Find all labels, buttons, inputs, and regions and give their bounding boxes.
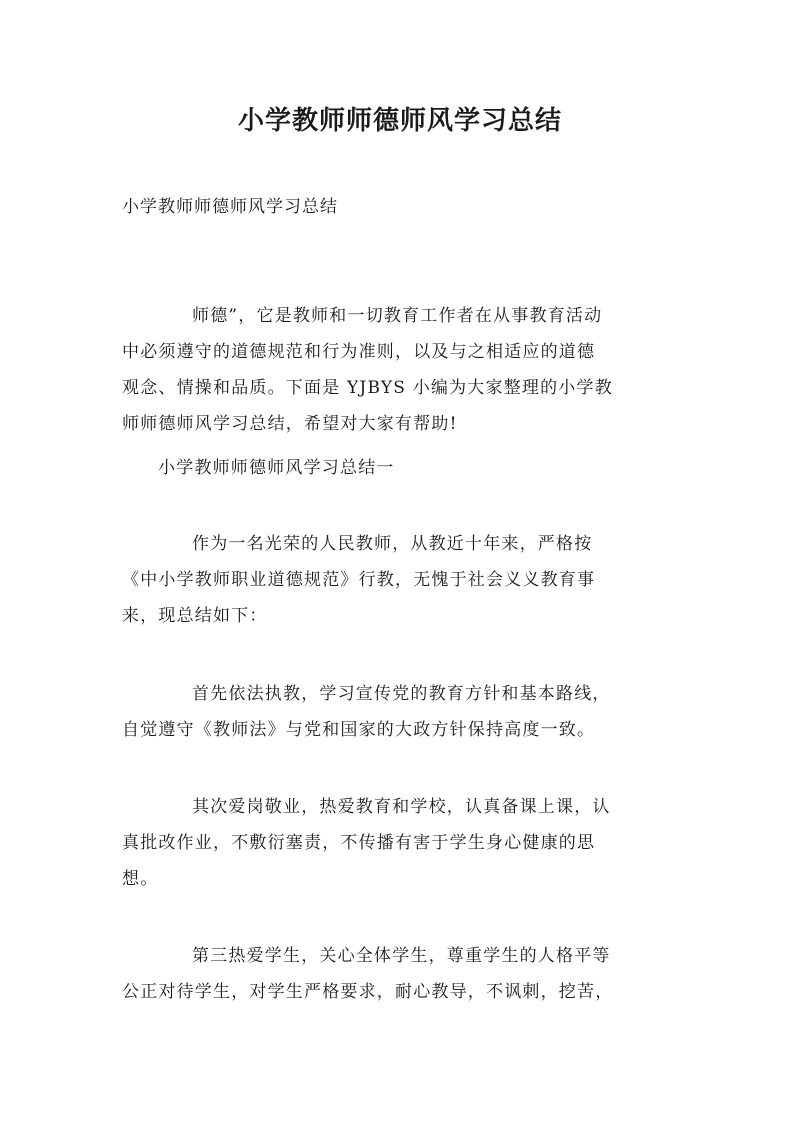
paragraph-line: 《中小学教师职业道德规范》行教，无愧于社会义义教育事: [122, 570, 596, 590]
paragraph-line: 公正对待学生，对学生严格要求，耐心教导，不讽刺，挖苦，: [122, 982, 614, 1002]
intro-line: 师师德师风学习总结，希望对大家有帮助!: [122, 414, 458, 434]
intro-line: 观念、情操和品质。下面是 YJBYS 小编为大家整理的小学教: [122, 378, 613, 398]
paragraph-line: 作为一名光荣的人民教师，从教近十年来，严格按: [192, 534, 593, 554]
paragraph-line: 真批改作业，不敷衍塞责，不传播有害于学生身心健康的思: [122, 833, 596, 853]
paragraph-line: 想。: [122, 869, 159, 889]
document-subtitle: 小学教师师德师风学习总结: [122, 197, 338, 217]
paragraph-line: 第三热爱学生，关心全体学生，尊重学生的人格平等: [192, 946, 611, 966]
paragraph-line: 其次爱岗敬业，热爱教育和学校，认真备课上课，认: [192, 797, 611, 817]
intro-line: 中必须遵守的道德规范和行为准则，以及与之相适应的道德: [122, 342, 596, 362]
intro-line: 师德”，它是教师和一切教育工作者在从事教育活动: [192, 306, 603, 326]
paragraph-line: 自觉遵守《教师法》与党和国家的大政方针保持高度一致。: [122, 720, 596, 740]
section-heading: 小学教师师德师风学习总结一: [158, 458, 395, 478]
paragraph-line: 来，现总结如下：: [122, 606, 268, 626]
paragraph-line: 首先依法执教，学习宣传党的教育方针和基本路线，: [192, 684, 611, 704]
document-title: 小学教师师德师风学习总结: [237, 106, 562, 136]
